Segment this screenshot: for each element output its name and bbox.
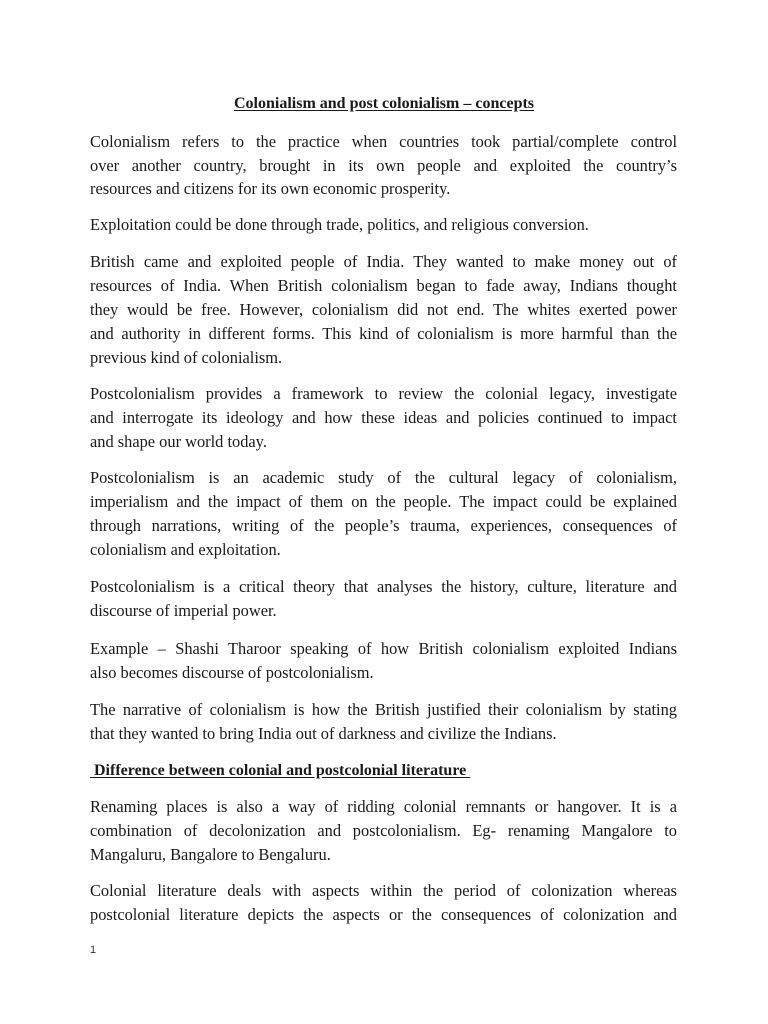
section-paragraph-2-line-2: postcolonial literature depicts the aspects or the consequences of colonization and — [90, 905, 677, 924]
paragraph-6-line-2: discourse of imperial power. — [90, 601, 277, 620]
paragraph-5-line-2: imperialism and the impact of them on the people. The impact could be explained — [90, 492, 677, 511]
paragraph-5-line-1: Postcolonialism is an academic study of the cultural legacy of colonialism, — [90, 468, 677, 487]
paragraph-3-line-5: previous kind of colonialism. — [90, 348, 283, 367]
document-title — [0, 94, 768, 114]
paragraph-2-line-1: Exploitation could be done through trade, politics, and religious conversion. — [90, 215, 589, 234]
paragraph-1-line-2: over another country, brought in its own people and exploited the country’s — [90, 156, 677, 175]
paragraph-6-line-1: Postcolonialism is a critical theory that analyses the history, culture, literature and — [90, 577, 677, 596]
paragraph-8-line-2: that they wanted to bring India out of darkness and civilize the Indians. — [90, 724, 557, 743]
paragraph-4-line-1: Postcolonialism provides a framework to review the colonial legacy, investigate — [90, 384, 677, 403]
section-paragraph-1-line-3: Mangaluru, Bangalore to Bengaluru. — [90, 845, 331, 864]
paragraph-7-line-1: Example – Shashi Tharoor speaking of how British colonialism exploited Indians — [90, 639, 677, 658]
section-paragraph-2-line-1: Colonial literature deals with aspects within the period of colonization whereas — [90, 881, 677, 900]
paragraph-4-line-3: and shape our world today. — [90, 432, 267, 451]
document-title-text: Colonialism and post colonialism – concepts — [233, 95, 535, 112]
paragraph-5-line-3: through narrations, writing of the people’s trauma, experiences, consequences of — [90, 516, 677, 535]
paragraph-7-line-2: also becomes discourse of postcolonialism. — [90, 663, 374, 682]
paragraph-1-line-1: Colonialism refers to the practice when countries took partial/complete control — [90, 132, 677, 151]
paragraph-4-line-2: and interrogate its ideology and how these ideas and policies continued to impact — [90, 408, 677, 427]
section-paragraph-1-line-1: Renaming places is also a way of ridding colonial remnants or hangover. It is a — [90, 797, 677, 816]
page-number: 1 — [90, 944, 97, 956]
paragraph-1-line-3: resources and citizens for its own economic prosperity. — [90, 179, 451, 198]
section-heading: Difference between colonial and postcolonial literature — [90, 762, 471, 779]
paragraph-3-line-2: resources of India. When British colonialism began to fade away, Indians thought — [90, 276, 677, 295]
paragraph-8-line-1: The narrative of colonialism is how the British justified their colonialism by stating — [90, 700, 677, 719]
paragraph-3-line-1: British came and exploited people of India. They wanted to make money out of — [90, 252, 677, 271]
paragraph-3-line-3: they would be free. However, colonialism did not end. The whites exerted power — [90, 300, 677, 319]
paragraph-5-line-4: colonialism and exploitation. — [90, 540, 281, 559]
section-paragraph-1-line-2: combination of decolonization and postcolonialism. Eg- renaming Mangalore to — [90, 821, 677, 840]
paragraph-3-line-4: and authority in different forms. This kind of colonialism is more harmful than the — [90, 324, 677, 343]
